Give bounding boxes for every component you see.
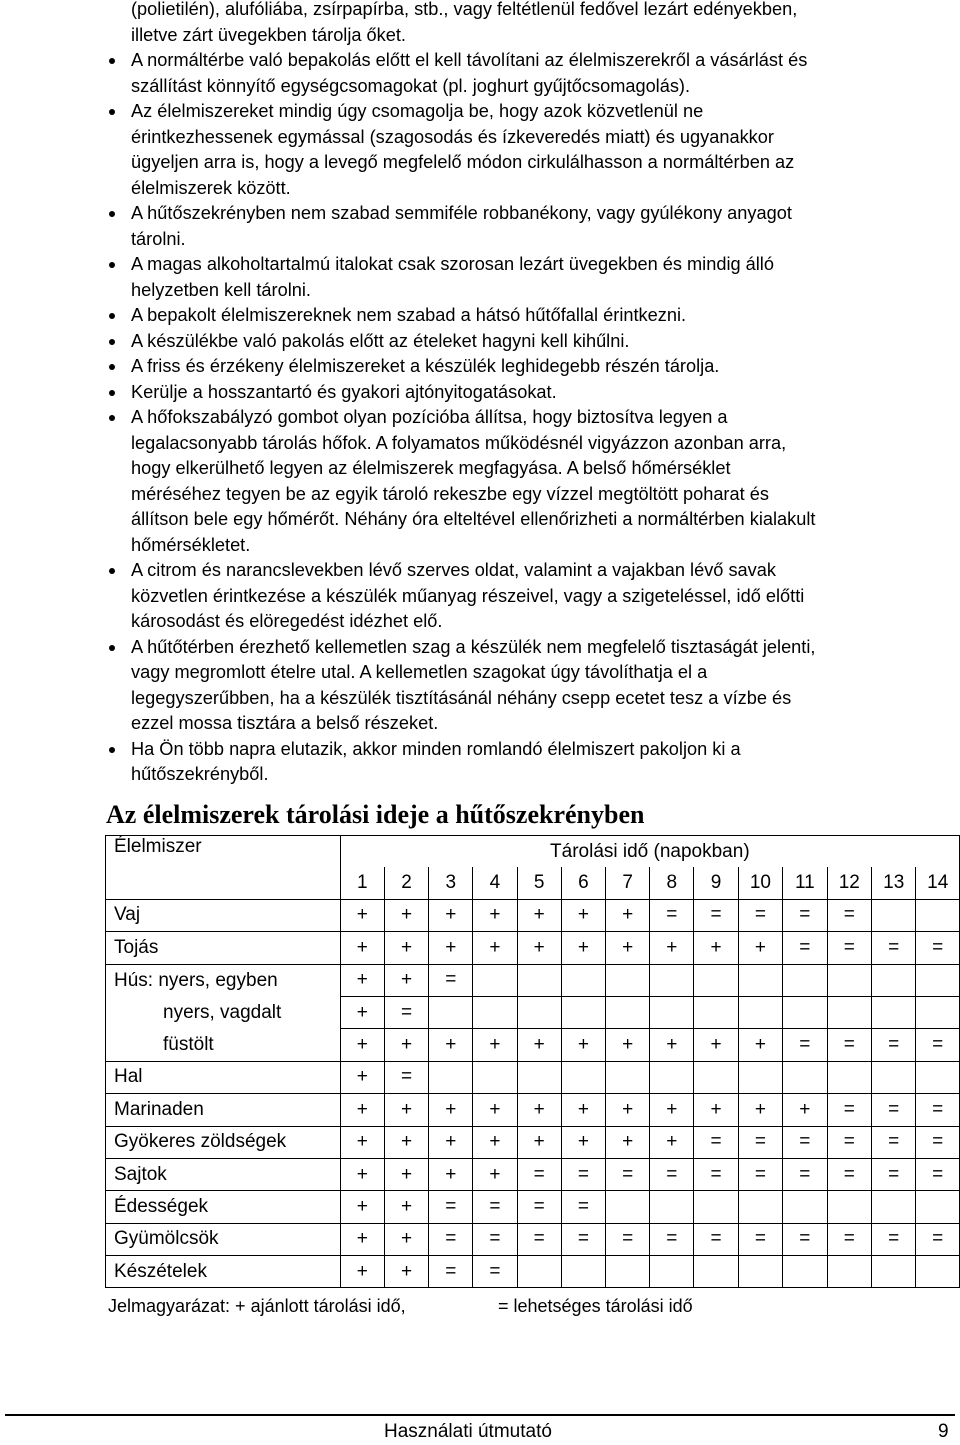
footer-title: Használati útmutató [384, 1421, 552, 1442]
storage-cell: = [827, 932, 871, 964]
storage-cell [916, 1061, 960, 1093]
storage-cell [783, 996, 827, 1028]
storage-cell: + [340, 1061, 384, 1093]
storage-cell: + [473, 899, 517, 931]
table-row [106, 1223, 960, 1255]
storage-cell: = [517, 1158, 561, 1190]
storage-cell: = [473, 1191, 517, 1223]
storage-cell: + [384, 932, 428, 964]
storage-cell: + [606, 899, 650, 931]
storage-cell: + [384, 964, 428, 996]
storage-cell [606, 964, 650, 996]
storage-cell: + [384, 1223, 428, 1255]
storage-cell [517, 1061, 561, 1093]
storage-cell [561, 1061, 605, 1093]
storage-cell: = [738, 1223, 782, 1255]
storage-cell: + [517, 1126, 561, 1158]
day-number: 2 [384, 867, 428, 899]
day-number: 4 [473, 867, 517, 899]
bullet-line: szállítást könnyítő egységcsomagokat (pl. joghurt gyűjtőcsomagolás). [131, 75, 691, 96]
storage-cell: = [473, 1223, 517, 1255]
storage-cell: = [650, 1223, 694, 1255]
storage-cell: + [384, 899, 428, 931]
day-number: 3 [429, 867, 473, 899]
bullet-item [131, 380, 943, 406]
storage-cell: + [429, 1158, 473, 1190]
storage-cell [916, 964, 960, 996]
bullet-item [131, 635, 943, 737]
bullet-line: A bepakolt élelmiszereknek nem szabad a hátsó hűtőfallal érintkezni. [131, 305, 687, 325]
bullet-item [131, 252, 943, 303]
storage-cell: = [783, 932, 827, 964]
storage-cell: = [429, 1191, 473, 1223]
table-row [106, 1126, 960, 1158]
storage-cell: + [340, 899, 384, 931]
storage-cell: + [340, 964, 384, 996]
bullet-line: méréséhez tegyen be az egyik tároló rekeszbe egy vízzel megtöltött poharat és [131, 483, 769, 504]
storage-cell [650, 996, 694, 1028]
storage-cell: + [561, 932, 605, 964]
storage-cell [429, 996, 473, 1028]
food-name: Sajtok [106, 1158, 341, 1190]
storage-cell: = [827, 899, 871, 931]
storage-cell: = [872, 932, 916, 964]
storage-cell: = [916, 1223, 960, 1255]
storage-cell [827, 1256, 871, 1288]
storage-cell [827, 1191, 871, 1223]
storage-cell: + [340, 1158, 384, 1190]
storage-cell: + [738, 1094, 782, 1126]
storage-cell [517, 996, 561, 1028]
storage-cell: + [473, 1158, 517, 1190]
storage-cell [561, 964, 605, 996]
storage-cell: = [606, 1158, 650, 1190]
bullet-dot-icon [109, 58, 115, 64]
storage-cell [606, 1191, 650, 1223]
storage-cell: + [650, 1094, 694, 1126]
storage-cell [606, 1256, 650, 1288]
bullet-item [131, 558, 943, 635]
bullet-dot-icon [109, 313, 115, 319]
bullet-line: A hűtőszekrényben nem szabad semmiféle robbanékony, vagy gyúlékony anyagot [131, 203, 792, 223]
storage-cell: + [517, 1094, 561, 1126]
storage-cell [650, 964, 694, 996]
table-row [106, 1256, 960, 1288]
storage-cell: + [561, 1126, 605, 1158]
page-number: 9 [938, 1421, 949, 1442]
bullet-line: A citrom és narancslevekben lévő szerves oldat, valamint a vajakban lévő savak [131, 560, 776, 580]
bullet-line: helyzetben kell tárolni. [131, 279, 311, 300]
storage-cell: + [384, 1029, 428, 1061]
storage-cell [872, 1256, 916, 1288]
food-name: nyers, vagdalt [106, 996, 341, 1028]
storage-cell [827, 996, 871, 1028]
storage-cell [473, 996, 517, 1028]
table-row [106, 1094, 960, 1126]
storage-cell [872, 899, 916, 931]
storage-cell: = [872, 1029, 916, 1061]
bullet-item [131, 303, 943, 329]
storage-cell: = [650, 899, 694, 931]
bullet-item [131, 405, 943, 558]
storage-cell: + [384, 1158, 428, 1190]
storage-cell: = [738, 1158, 782, 1190]
storage-cell: = [517, 1223, 561, 1255]
storage-cell: = [517, 1191, 561, 1223]
bullet-line: ezzel mossa tisztára a belső részeket. [131, 713, 439, 733]
storage-cell [561, 996, 605, 1028]
storage-cell: = [429, 964, 473, 996]
day-number: 14 [916, 867, 960, 899]
day-number: 11 [783, 867, 827, 899]
storage-cell: = [783, 1126, 827, 1158]
food-name: Hal [106, 1061, 341, 1093]
food-name: Hús: nyers, egyben [106, 964, 341, 996]
bullet-line: tárolni. [131, 228, 186, 249]
continuation-line: (polietilén), alufóliába, zsírpapírba, stb., vagy feltétlenül fedővel lezárt edényekben, [131, 0, 798, 19]
storage-cell: = [916, 1158, 960, 1190]
table-row [106, 899, 960, 931]
bullet-line: élelmiszerek között. [131, 177, 291, 198]
day-number: 9 [694, 867, 738, 899]
table-row [106, 1061, 960, 1093]
storage-cell: = [473, 1256, 517, 1288]
storage-cell [694, 1256, 738, 1288]
storage-cell [429, 1061, 473, 1093]
storage-cell: = [916, 1029, 960, 1061]
bullet-line: A magas alkoholtartalmú italokat csak szorosan lezárt üvegekben és mindig álló [131, 254, 774, 274]
storage-cell [473, 1061, 517, 1093]
bullet-item [131, 354, 943, 380]
storage-cell [872, 1191, 916, 1223]
storage-cell [606, 996, 650, 1028]
storage-cell: = [872, 1126, 916, 1158]
bullet-line: hőmérsékletet. [131, 534, 251, 555]
storage-cell [783, 1191, 827, 1223]
storage-cell [916, 996, 960, 1028]
storage-cell: + [473, 932, 517, 964]
food-name: füstölt [106, 1029, 341, 1061]
storage-cell: + [606, 1126, 650, 1158]
bullet-line: hűtőszekrényből. [131, 764, 269, 784]
storage-table-title: Az élelmiszerek tárolási ideje a hűtőszekrényben [106, 800, 645, 829]
day-number: 7 [606, 867, 650, 899]
storage-cell: + [738, 1029, 782, 1061]
bullet-line: A hőfokszabályzó gombot olyan pozícióba állítsa, hogy biztosítva legyen a [131, 407, 728, 427]
storage-cell [827, 964, 871, 996]
storage-cell: + [340, 1094, 384, 1126]
storage-cell: = [827, 1094, 871, 1126]
bullet-line: legalacsonyabb tárolás hőfok. A folyamatos működésnél vigyázzon azonban arra, [131, 432, 787, 453]
table-row [106, 1191, 960, 1223]
bullet-line: vagy megromlott ételre utal. A kellemetlen szagokat úgy távolíthatja el a [131, 662, 708, 682]
storage-cell [517, 964, 561, 996]
day-number: 1 [340, 867, 384, 899]
storage-cell: = [561, 1191, 605, 1223]
storage-cell: = [606, 1223, 650, 1255]
storage-cell: = [694, 1158, 738, 1190]
bullet-dot-icon [109, 390, 115, 396]
storage-cell: = [783, 1223, 827, 1255]
storage-cell: + [473, 1126, 517, 1158]
storage-cell: = [783, 1158, 827, 1190]
storage-cell: = [872, 1158, 916, 1190]
storage-cell: = [429, 1223, 473, 1255]
storage-cell: + [473, 1094, 517, 1126]
storage-cell: + [384, 1256, 428, 1288]
storage-cell: + [429, 932, 473, 964]
storage-cell: + [650, 1126, 694, 1158]
bullet-line: Kerülje a hosszantartó és gyakori ajtónyitogatásokat. [131, 381, 557, 402]
storage-cell: + [340, 932, 384, 964]
storage-cell [738, 1191, 782, 1223]
storage-cell: + [429, 1029, 473, 1061]
table-header-row [106, 836, 960, 868]
bullet-dot-icon [109, 339, 115, 345]
header-storage-time: Tárolási idő (napokban) [340, 836, 959, 868]
storage-cell: = [694, 1126, 738, 1158]
storage-cell: + [340, 1223, 384, 1255]
storage-cell: + [606, 1094, 650, 1126]
bullet-dot-icon [109, 364, 115, 370]
storage-cell [916, 899, 960, 931]
storage-cell: + [517, 899, 561, 931]
storage-cell [872, 964, 916, 996]
storage-cell: = [827, 1158, 871, 1190]
storage-cell: + [340, 1126, 384, 1158]
storage-cell [916, 1256, 960, 1288]
storage-cell: = [429, 1256, 473, 1288]
day-number: 12 [827, 867, 871, 899]
storage-cell [783, 1061, 827, 1093]
storage-cell: + [384, 1191, 428, 1223]
storage-cell: = [561, 1158, 605, 1190]
storage-cell: + [650, 932, 694, 964]
legend-plus: Jelmagyarázat: + ajánlott tárolási idő, [108, 1296, 406, 1316]
storage-cell: + [384, 1094, 428, 1126]
bullet-line: Ha Ön több napra elutazik, akkor minden romlandó élelmiszert pakoljon ki a [131, 738, 741, 759]
bullet-dot-icon [109, 415, 115, 421]
bullet-line: Az élelmiszereket mindig úgy csomagolja be, hogy azok közvetlenül ne [131, 101, 704, 121]
food-name: Tojás [106, 932, 341, 964]
table-row [106, 964, 960, 996]
storage-cell: + [606, 1029, 650, 1061]
storage-cell [694, 1191, 738, 1223]
storage-cell [872, 1061, 916, 1093]
day-number: 5 [517, 867, 561, 899]
storage-cell [650, 1061, 694, 1093]
food-name: Gyökeres zöldségek [106, 1126, 341, 1158]
storage-cell: + [384, 1126, 428, 1158]
storage-cell: = [738, 899, 782, 931]
storage-cell: + [517, 1029, 561, 1061]
food-name: Gyümölcsök [106, 1223, 341, 1255]
storage-cell: + [606, 932, 650, 964]
storage-cell: + [429, 1126, 473, 1158]
storage-cell: = [384, 1061, 428, 1093]
bullet-line: legegyszerűbben, ha a készülék tisztításánál néhány csepp ecetet tesz a vízbe és [131, 687, 792, 708]
storage-cell: = [738, 1126, 782, 1158]
storage-cell: + [694, 1094, 738, 1126]
food-name: Vaj [106, 899, 341, 931]
bullet-line: A normáltérbe való bepakolás előtt el kell távolítani az élelmiszerekről a vásárlást és [131, 50, 808, 70]
storage-cell: = [384, 996, 428, 1028]
day-number: 13 [872, 867, 916, 899]
storage-cell: + [429, 899, 473, 931]
legend [108, 1294, 693, 1318]
storage-cell: = [650, 1158, 694, 1190]
table-row [106, 1029, 960, 1061]
bullet-line: hogy elkerülhető legyen az élelmiszerek megfagyása. A belső hőmérséklet [131, 458, 731, 478]
storage-cell [916, 1191, 960, 1223]
legend-equals: = lehetséges tárolási idő [498, 1296, 693, 1316]
food-name: Marinaden [106, 1094, 341, 1126]
bullet-line: ügyeljen arra is, hogy a levegő megfelelő módon cirkulálhasson a normáltérben az [131, 152, 795, 172]
bullet-item [131, 48, 943, 99]
storage-cell: = [783, 1029, 827, 1061]
bullet-item [131, 329, 943, 355]
bullet-line: károsodást és elöregedést idézhet elő. [131, 611, 443, 631]
instruction-bullet-list [131, 48, 943, 788]
storage-cell: = [916, 932, 960, 964]
bullet-item [131, 737, 943, 788]
storage-cell: = [872, 1223, 916, 1255]
bullet-dot-icon [109, 211, 115, 217]
storage-cell: = [916, 1126, 960, 1158]
bullet-dot-icon [109, 568, 115, 574]
storage-cell [694, 1061, 738, 1093]
storage-cell [517, 1256, 561, 1288]
storage-cell [738, 1061, 782, 1093]
storage-cell: + [561, 1029, 605, 1061]
storage-cell: + [694, 1029, 738, 1061]
food-name: Készételek [106, 1256, 341, 1288]
storage-cell [473, 964, 517, 996]
bullet-line: közvetlen érintkezése a készülék műanyag részeivel, vagy a szigeteléssel, idő előtti [131, 585, 805, 606]
storage-cell: + [429, 1094, 473, 1126]
storage-cell: + [561, 1094, 605, 1126]
storage-cell: + [340, 1191, 384, 1223]
bullet-line: A hűtőtérben érezhető kellemetlen szag a készülék nem megfelelő tisztaságát jelenti, [131, 636, 816, 657]
bullet-item [131, 99, 943, 201]
storage-cell: + [340, 1256, 384, 1288]
storage-cell: = [872, 1094, 916, 1126]
storage-cell [827, 1061, 871, 1093]
bullet-dot-icon [109, 747, 115, 753]
storage-cell: = [561, 1223, 605, 1255]
bullet-line: A friss és érzékeny élelmiszereket a készülék leghidegebb részén tárolja. [131, 356, 720, 376]
storage-cell: = [827, 1029, 871, 1061]
storage-cell: = [916, 1094, 960, 1126]
storage-time-table [105, 835, 960, 1288]
storage-cell: + [783, 1094, 827, 1126]
bullet-dot-icon [109, 262, 115, 268]
storage-cell [561, 1256, 605, 1288]
storage-cell: = [827, 1126, 871, 1158]
storage-cell [650, 1191, 694, 1223]
storage-cell: + [340, 1029, 384, 1061]
storage-cell [738, 996, 782, 1028]
storage-cell: = [827, 1223, 871, 1255]
day-number: 10 [738, 867, 782, 899]
table-row [106, 932, 960, 964]
continuation-line: illetve zárt üvegekben tárolja őket. [131, 24, 406, 45]
storage-cell [738, 964, 782, 996]
storage-cell: + [473, 1029, 517, 1061]
storage-cell [738, 1256, 782, 1288]
storage-cell [694, 996, 738, 1028]
storage-cell: + [340, 996, 384, 1028]
table-row [106, 1158, 960, 1190]
storage-cell [650, 1256, 694, 1288]
bullet-item [131, 201, 943, 252]
day-number: 8 [650, 867, 694, 899]
footer-rule [5, 1414, 955, 1416]
storage-cell: + [650, 1029, 694, 1061]
food-name: Édességek [106, 1191, 341, 1223]
header-food: Élelmiszer [106, 836, 341, 900]
continuation-paragraph [131, 0, 941, 48]
storage-cell [606, 1061, 650, 1093]
storage-cell: = [694, 899, 738, 931]
storage-cell: + [694, 932, 738, 964]
storage-cell: + [738, 932, 782, 964]
storage-cell: = [783, 899, 827, 931]
bullet-dot-icon [109, 645, 115, 651]
bullet-dot-icon [109, 109, 115, 115]
table-row [106, 996, 960, 1028]
storage-cell [694, 964, 738, 996]
storage-cell: + [517, 932, 561, 964]
storage-cell [783, 1256, 827, 1288]
storage-cell: + [561, 899, 605, 931]
storage-cell [872, 996, 916, 1028]
storage-cell [783, 964, 827, 996]
storage-cell: = [694, 1223, 738, 1255]
bullet-line: érintkezhessenek egymással (szagosodás és ízkeveredés miatt) és ugyanakkor [131, 126, 774, 147]
day-number: 6 [561, 867, 605, 899]
bullet-line: A készülékbe való pakolás előtt az ételeket hagyni kell kihűlni. [131, 330, 630, 351]
bullet-line: állítson bele egy hőmérőt. Néhány óra elteltével ellenőrizheti a normáltérben kialakult [131, 509, 816, 529]
